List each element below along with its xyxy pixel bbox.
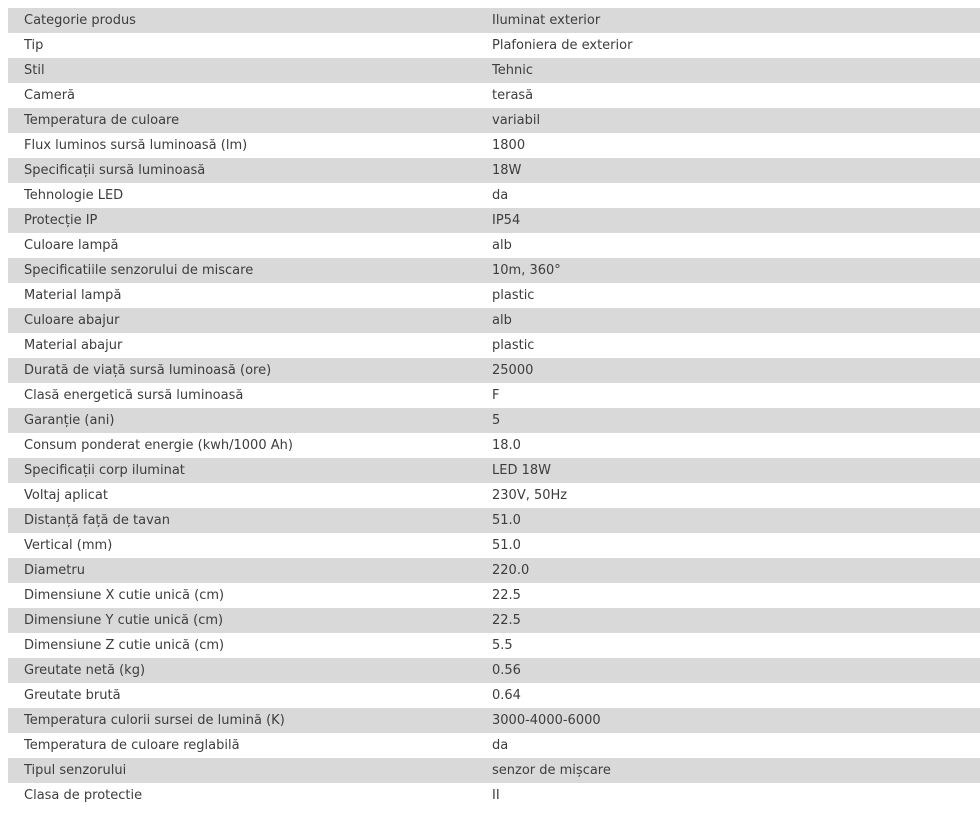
spec-label: Durată de viață sursă luminoasă (ore) <box>8 358 476 383</box>
spec-label: Specificații sursă luminoasă <box>8 158 476 183</box>
spec-label: Greutate netă (kg) <box>8 658 476 683</box>
spec-value: IP54 <box>476 208 980 233</box>
spec-value: 3000-4000-6000 <box>476 708 980 733</box>
spec-row <box>8 58 980 83</box>
spec-value: II <box>492 788 500 803</box>
spec-value: 51.0 <box>476 508 980 533</box>
product-specifications-table <box>8 8 980 808</box>
spec-row <box>8 608 980 633</box>
spec-value: 22.5 <box>492 588 521 603</box>
spec-value: Tehnic <box>476 58 980 83</box>
spec-label: Protecție IP <box>8 208 476 233</box>
spec-row <box>8 233 980 258</box>
spec-label: Clasa de protectie <box>24 788 143 803</box>
spec-row <box>8 83 980 108</box>
spec-value: F <box>492 388 500 403</box>
spec-label: Specificatiile senzorului de miscare <box>8 258 476 283</box>
spec-row <box>8 333 980 358</box>
spec-row <box>8 158 980 183</box>
spec-row <box>8 208 980 233</box>
spec-row <box>8 383 980 408</box>
spec-label: Specificații corp iluminat <box>8 458 476 483</box>
spec-label: Garanție (ani) <box>8 408 476 433</box>
spec-label: Tehnologie LED <box>24 188 124 203</box>
spec-label: Vertical (mm) <box>24 538 113 553</box>
spec-label: Dimensiune Y cutie unică (cm) <box>8 608 476 633</box>
spec-value: 0.64 <box>492 688 521 703</box>
spec-row <box>8 533 980 558</box>
spec-label: Voltaj aplicat <box>24 488 108 503</box>
spec-row <box>8 583 980 608</box>
spec-value: plastic <box>492 338 535 353</box>
spec-label: Stil <box>8 58 476 83</box>
spec-row <box>8 758 980 783</box>
spec-row <box>8 733 980 758</box>
spec-value: 230V, 50Hz <box>492 488 568 503</box>
spec-value: 5.5 <box>492 638 513 653</box>
spec-row <box>8 8 980 33</box>
spec-label: Tip <box>24 38 44 53</box>
spec-label: Consum ponderat energie (kwh/1000 Ah) <box>24 438 293 453</box>
spec-label: Diametru <box>8 558 476 583</box>
spec-row <box>8 483 980 508</box>
spec-label: Material abajur <box>24 338 123 353</box>
spec-value: 25000 <box>476 358 980 383</box>
spec-row <box>8 408 980 433</box>
spec-row <box>8 133 980 158</box>
spec-value: 10m, 360° <box>476 258 980 283</box>
spec-label: Distanță față de tavan <box>8 508 476 533</box>
spec-row <box>8 658 980 683</box>
spec-value: plastic <box>492 288 535 303</box>
spec-row <box>8 458 980 483</box>
spec-value: 18.0 <box>492 438 521 453</box>
spec-value: Iluminat exterior <box>476 8 980 33</box>
spec-row <box>8 683 980 708</box>
spec-row <box>8 433 980 458</box>
spec-value: 18W <box>476 158 980 183</box>
spec-label: Material lampă <box>24 288 122 303</box>
spec-label: Temperatura de culoare reglabilă <box>24 738 240 753</box>
spec-row <box>8 33 980 58</box>
spec-label: Temperatura culorii sursei de lumină (K) <box>8 708 476 733</box>
spec-label: Culoare lampă <box>24 238 119 253</box>
spec-row <box>8 308 980 333</box>
spec-label: Categorie produs <box>8 8 476 33</box>
spec-value: alb <box>492 238 512 253</box>
spec-row <box>8 508 980 533</box>
spec-value: 220.0 <box>476 558 980 583</box>
spec-label: Dimensiune X cutie unică (cm) <box>24 588 225 603</box>
spec-label: Clasă energetică sursă luminoasă <box>24 388 244 403</box>
spec-row <box>8 183 980 208</box>
spec-row <box>8 708 980 733</box>
spec-row <box>8 633 980 658</box>
spec-row <box>8 358 980 383</box>
spec-value: da <box>492 738 509 753</box>
spec-value: 5 <box>476 408 980 433</box>
spec-value: 22.5 <box>476 608 980 633</box>
spec-label: Temperatura de culoare <box>8 108 476 133</box>
spec-row <box>8 108 980 133</box>
spec-label: Dimensiune Z cutie unică (cm) <box>24 638 225 653</box>
spec-row <box>8 258 980 283</box>
specifications-body <box>8 8 980 808</box>
spec-value: 51.0 <box>492 538 521 553</box>
spec-value: da <box>492 188 509 203</box>
spec-value: variabil <box>476 108 980 133</box>
spec-label: Greutate brută <box>24 688 121 703</box>
spec-row <box>8 283 980 308</box>
spec-label: Tipul senzorului <box>8 758 476 783</box>
spec-label: Flux luminos sursă luminoasă (lm) <box>24 138 248 153</box>
spec-value: LED 18W <box>476 458 980 483</box>
spec-label: Cameră <box>24 88 76 103</box>
spec-row <box>8 783 980 808</box>
spec-value: 0.56 <box>476 658 980 683</box>
spec-value: 1800 <box>492 138 526 153</box>
spec-value: alb <box>476 308 980 333</box>
spec-label: Culoare abajur <box>8 308 476 333</box>
spec-value: Plafoniera de exterior <box>492 38 633 53</box>
spec-value: senzor de mișcare <box>476 758 980 783</box>
spec-row <box>8 558 980 583</box>
spec-value: terasă <box>492 88 534 103</box>
